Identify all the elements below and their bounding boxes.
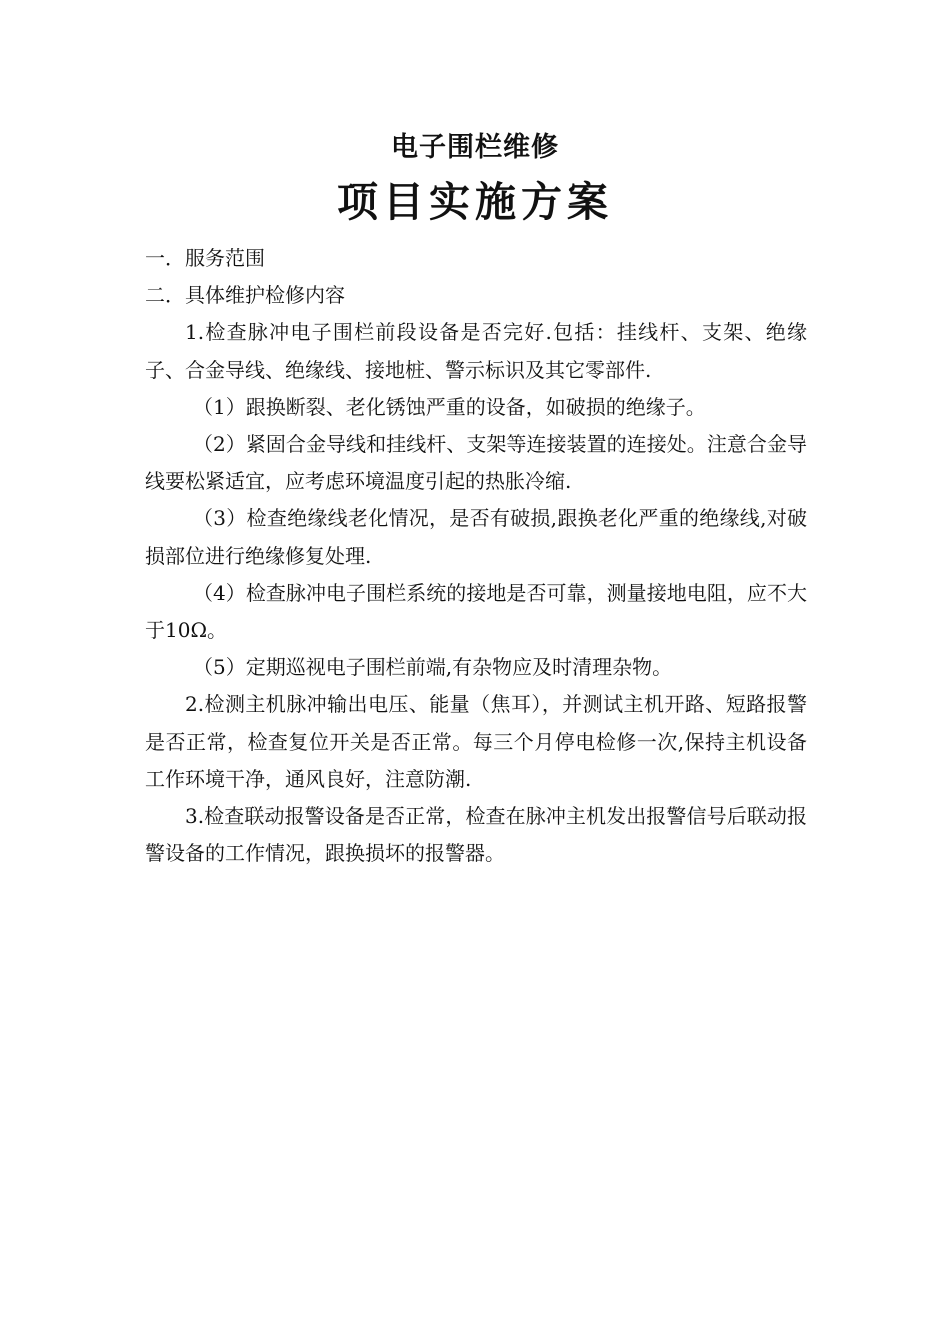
paragraph-item-3: 3.检查联动报警设备是否正常，检查在脉冲主机发出报警信号后联动报警设备的工作情况，跟换损坏的报警器。	[145, 804, 807, 866]
paragraph-subitem-3: （3）检查绝缘线老化情况，是否有破损,跟换老化严重的绝缘线,对破损部位进行绝缘修复处理.	[145, 506, 807, 568]
document-title: 项目实施方案	[337, 178, 613, 226]
document-body	[145, 240, 807, 872]
paragraph-subitem-4: （4）检查脉冲电子围栏系统的接地是否可靠，测量接地电阻，应不大于10Ω。	[145, 580, 807, 643]
section-heading-service-scope: 一．服务范围	[145, 246, 265, 270]
section-heading-maintenance-content: 二．具体维护检修内容	[145, 283, 345, 308]
paragraph-subitem-5: （5）定期巡视电子围栏前端,有杂物应及时清理杂物。	[193, 655, 673, 680]
paragraph-item-2: 2.检测主机脉冲输出电压、能量（焦耳），并测试主机开路、短路报警是否正常，检查复位开关是否正常。每三个月停电检修一次,保持主机设备工作环境干净，通风良好，注意防潮.	[145, 692, 807, 791]
document-subtitle: 电子围栏维修	[391, 132, 559, 163]
paragraph-subitem-2: （2）紧固合金导线和挂线杆、支架等连接装置的连接处。注意合金导线要松紧适宜，应考虑环境温度引起的热胀冷缩.	[145, 432, 807, 494]
paragraph-subitem-1: （1）跟换断裂、老化锈蚀严重的设备，如破损的绝缘子。	[193, 394, 706, 419]
paragraph-item-1: 1.检查脉冲电子围栏前段设备是否完好.包括：挂线杆、支架、绝缘子、合金导线、绝缘线、接地桩、警示标识及其它零部件.	[145, 320, 807, 382]
